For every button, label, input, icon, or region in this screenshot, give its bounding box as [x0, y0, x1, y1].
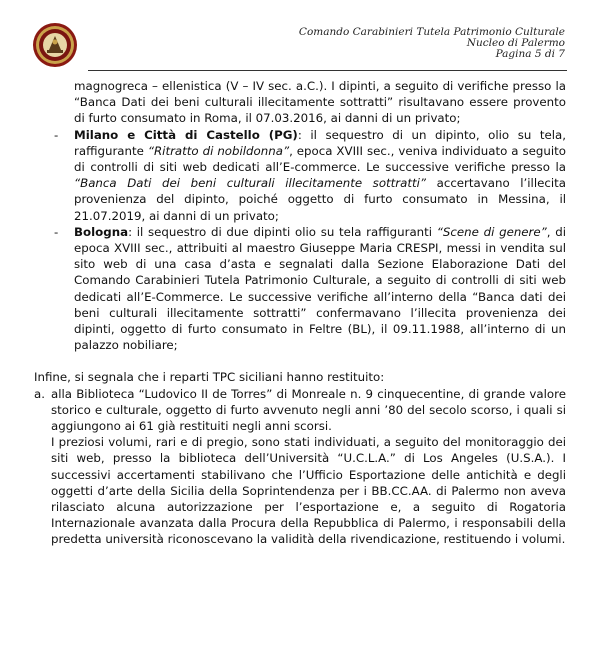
item-text: : il sequestro di due dipinti olio su tela raffiguranti [128, 224, 437, 239]
list-item [34, 127, 566, 224]
continued-paragraph: magnogreca – ellenistica (V – IV sec. a.C.). I dipinti, a seguito di verifiche presso la “Banca Dati dei beni culturali illecitamente sottratti” risultavano essere provento di furto consumato in Roma, il 07.03.2016, ai danni di un privato; [74, 79, 566, 126]
header-text [299, 27, 565, 60]
item-italic-title: “Ritratto di nobildonna” [147, 143, 290, 158]
restitution-paragraph-2: I preziosi volumi, rari e di pregio, sono stati individuati, a seguito del monitoraggio dei siti web, presso la biblioteca dell’Università “U.C.L.A.” di Los Angeles (U.S.A.). I successivi accertamenti stabilivano che l’Ufficio Esportazione delle antichità e degli oggetti d’arte della Sicilia della Soprintendenza per i BB.CC.AA. di Palermo non aveva rilasciato alcuna autorizzazione per l’esportazione e, a seguito di Rogatoria Internazionale avanzata dalla Procura della Repubblica di Palermo, i responsabili della predetta università riconoscevano la validità della rivendicazione, restituendo i volumi. [51, 435, 566, 547]
item-text: : il sequestro di un dipinto, olio su tela, raffigurante [74, 127, 567, 158]
list-item [34, 224, 566, 354]
item-italic-title: “Scene di genere” [436, 224, 547, 239]
list-bullet: - [54, 224, 59, 239]
page-header [0, 0, 613, 74]
paragraph-gap [34, 353, 566, 369]
header-unit: Nucleo di Palermo [466, 37, 565, 49]
carabinieri-crest-logo [32, 22, 78, 68]
item-letter: a. [34, 386, 45, 401]
item-text: accertavano l’illecita provenienza del dipinto, poiché oggetto di furto consumato in Messina, il 21.07.2019, ai danni di un privato; [74, 176, 566, 223]
item-text: , di epoca XVIII sec., attribuiti al maestro Giuseppe Maria CRESPI, messi in vendita sul sito web di una casa d’asta e segnalati dalla Sezione Elaborazione Dati del Comando Carabinieri Tutela Patrimonio Culturale, a seguito di controlli di siti web dedicati all’E-Commerce. Le successive verifiche all’interno della “Banca dati dei beni culturali illecitamente sottratti” confermavano l’illecita provenienza dei dipinti, oggetto di furto consumato in Feltre (BL), il 09.11.1988, all’interno di un palazzo nobiliare; [74, 224, 567, 353]
item-location: Milano e Città di Castello (PG) [74, 127, 298, 142]
restitution-item [34, 386, 566, 548]
header-divider [88, 70, 567, 71]
restitution-paragraph-1: alla Biblioteca “Ludovico II de Torres” di Monreale n. 9 cinquecentine, di grande valore storico e culturale, oggetto di furto avvenuto negli anni ’80 del secolo scorso, i quali si aggiungono ai 61 già restituiti negli anni scorsi. [51, 386, 566, 434]
seizure-list [34, 127, 566, 354]
item-location: Bologna [74, 224, 129, 239]
intro-paragraph: Infine, si segnala che i reparti TPC siciliani hanno restituito: [34, 370, 385, 385]
list-bullet: - [54, 127, 59, 142]
document-body [34, 78, 566, 548]
item-text: , epoca XVIII sec., veniva individuato a seguito di controlli di siti web dedicati all’E-commerce. Le successive verifiche presso la [74, 143, 566, 175]
item-italic-database: “Banca Dati dei beni culturali illecitamente sottratti” [74, 176, 427, 191]
header-command: Comando Carabinieri Tutela Patrimonio Culturale [298, 26, 565, 38]
header-page-number: Pagina 5 di 7 [495, 48, 565, 60]
